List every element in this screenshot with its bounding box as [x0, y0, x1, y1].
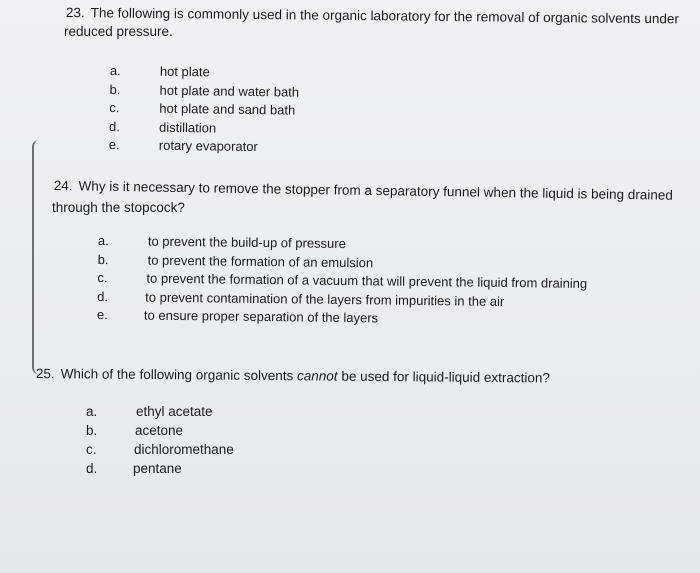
option-a[interactable]: a. to prevent the build-up of pressure — [97, 232, 346, 252]
option-b[interactable]: b. to prevent the formation of an emulsion — [97, 251, 374, 270]
option-d[interactable]: d. to prevent contamination of the layers from impurities in the air — [97, 288, 505, 309]
option-e[interactable]: e. rotary evaporator — [108, 136, 258, 155]
question-text-cont — [52, 198, 185, 217]
question-number: 25. — [35, 365, 55, 382]
question-line-2: through the stopcock? — [52, 200, 185, 215]
option-a[interactable]: a. hot plate — [109, 62, 210, 80]
option-e[interactable]: e. to ensure proper separation of the layers — [96, 306, 379, 326]
question-line-1: Why is it necessary to remove the stopper from a separatory funnel when the liquid is being drained — [78, 178, 673, 203]
answer-options — [86, 403, 326, 479]
question-line-1-end: be used for liquid-liquid extraction? — [337, 368, 551, 386]
option-d[interactable]: d. pentane — [86, 461, 182, 476]
margin-bracket — [32, 140, 40, 375]
question-number: 24. — [53, 177, 73, 194]
question-number: 23. — [65, 4, 85, 21]
option-c[interactable]: c. hot plate and sand bath — [109, 99, 296, 118]
emphasis-word: cannot — [296, 368, 338, 384]
answer-options — [97, 232, 638, 331]
option-b[interactable]: b. acetone — [86, 423, 184, 438]
question-text — [36, 364, 550, 387]
question-line-2: reduced pressure. — [64, 24, 173, 39]
question-text-cont — [64, 22, 173, 41]
question-line-1: The following is commonly used in the organic laboratory for the removal of organic solvents under — [90, 5, 680, 27]
option-a[interactable]: a. ethyl acetate — [86, 404, 213, 419]
option-d[interactable]: d. distillation — [109, 118, 217, 135]
question-line-1-start: Which of the following organic solvents — [60, 366, 298, 384]
option-b[interactable]: b. hot plate and water bath — [109, 81, 300, 100]
option-c[interactable]: c. to prevent the formation of a vacuum that will prevent the liquid from draining — [97, 269, 588, 291]
option-c[interactable]: c. dichloromethane — [86, 442, 234, 457]
answer-options — [109, 62, 370, 158]
